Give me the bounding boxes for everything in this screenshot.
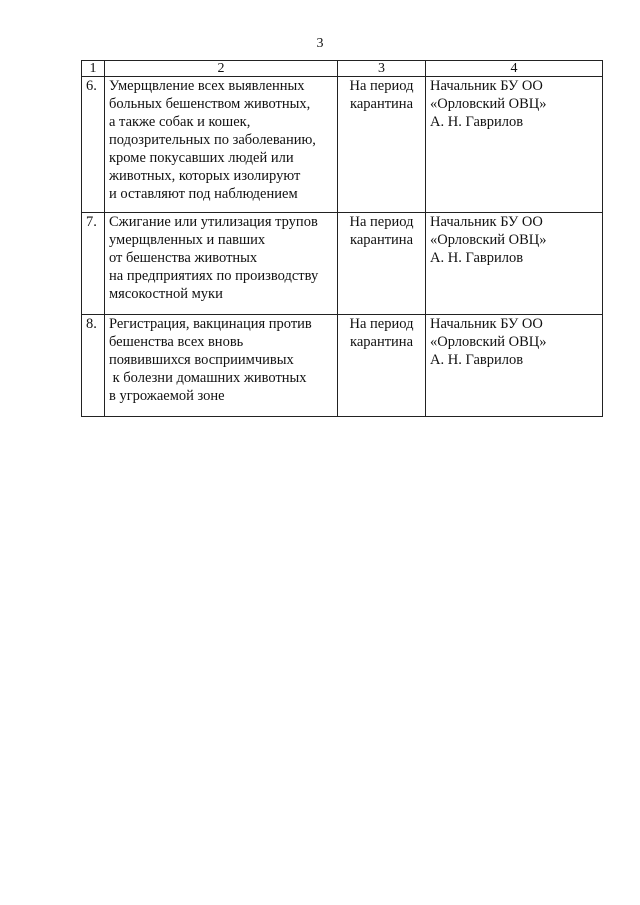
- period-line: На период: [349, 316, 414, 332]
- measure-cell: [105, 213, 338, 315]
- row-number: 8.: [82, 315, 105, 417]
- responsible-line: «Орловский ОВЦ»: [430, 334, 547, 350]
- responsible-line: Начальник БУ ОО: [430, 214, 543, 230]
- period-line: карантина: [350, 96, 413, 112]
- table-row: [82, 77, 603, 213]
- table-row: [82, 315, 603, 417]
- row-number: 6.: [82, 77, 105, 213]
- table-header-row: [82, 61, 603, 77]
- measure-line: и оставляют под наблюдением: [109, 186, 298, 202]
- measure-line: в угрожаемой зоне: [109, 388, 225, 404]
- table-row: [82, 213, 603, 315]
- measure-line: умерщвленных и павших: [109, 232, 266, 248]
- responsible-line: «Орловский ОВЦ»: [430, 96, 547, 112]
- page-number: 3: [316, 36, 324, 51]
- responsible-cell: [426, 315, 603, 417]
- column-header-3: 3: [338, 61, 426, 77]
- responsible-line: А. Н. Гаврилов: [430, 250, 524, 266]
- measure-line: мясокостной муки: [109, 286, 223, 302]
- period-line: карантина: [350, 334, 413, 350]
- responsible-line: Начальник БУ ОО: [430, 78, 543, 94]
- row-number: 7.: [82, 213, 105, 315]
- responsible-line: «Орловский ОВЦ»: [430, 232, 547, 248]
- measure-line: а также собак и кошек,: [109, 114, 251, 130]
- measure-line: подозрительных по заболеванию,: [109, 132, 316, 148]
- period-line: карантина: [350, 232, 413, 248]
- measure-line: Сжигание или утилизация трупов: [109, 214, 318, 230]
- column-header-4: 4: [426, 61, 603, 77]
- measures-table: [81, 60, 603, 417]
- column-header-2: 2: [105, 61, 338, 77]
- measure-cell: [105, 77, 338, 213]
- period-cell: [338, 213, 426, 315]
- responsible-cell: [426, 77, 603, 213]
- period-line: На период: [349, 78, 414, 94]
- measure-line: на предприятиях по производству: [109, 268, 319, 284]
- responsible-line: А. Н. Гаврилов: [430, 114, 524, 130]
- period-cell: [338, 315, 426, 417]
- measure-line: животных, которых изолируют: [109, 168, 301, 184]
- measure-line: Умерщвление всех выявленных: [109, 78, 305, 94]
- measure-line: больных бешенством животных,: [109, 96, 311, 112]
- measure-line: Регистрация, вакцинация против: [109, 316, 312, 332]
- measure-line: бешенства всех вновь: [109, 334, 244, 350]
- measure-line: к болезни домашних животных: [109, 370, 307, 386]
- measure-line: появившихся восприимчивых: [109, 352, 294, 368]
- column-header-1: 1: [82, 61, 105, 77]
- measure-line: от бешенства животных: [109, 250, 258, 266]
- measure-cell: [105, 315, 338, 417]
- period-line: На период: [349, 214, 414, 230]
- responsible-cell: [426, 213, 603, 315]
- measure-line: кроме покусавших людей или: [109, 150, 294, 166]
- period-cell: [338, 77, 426, 213]
- responsible-line: Начальник БУ ОО: [430, 316, 543, 332]
- responsible-line: А. Н. Гаврилов: [430, 352, 524, 368]
